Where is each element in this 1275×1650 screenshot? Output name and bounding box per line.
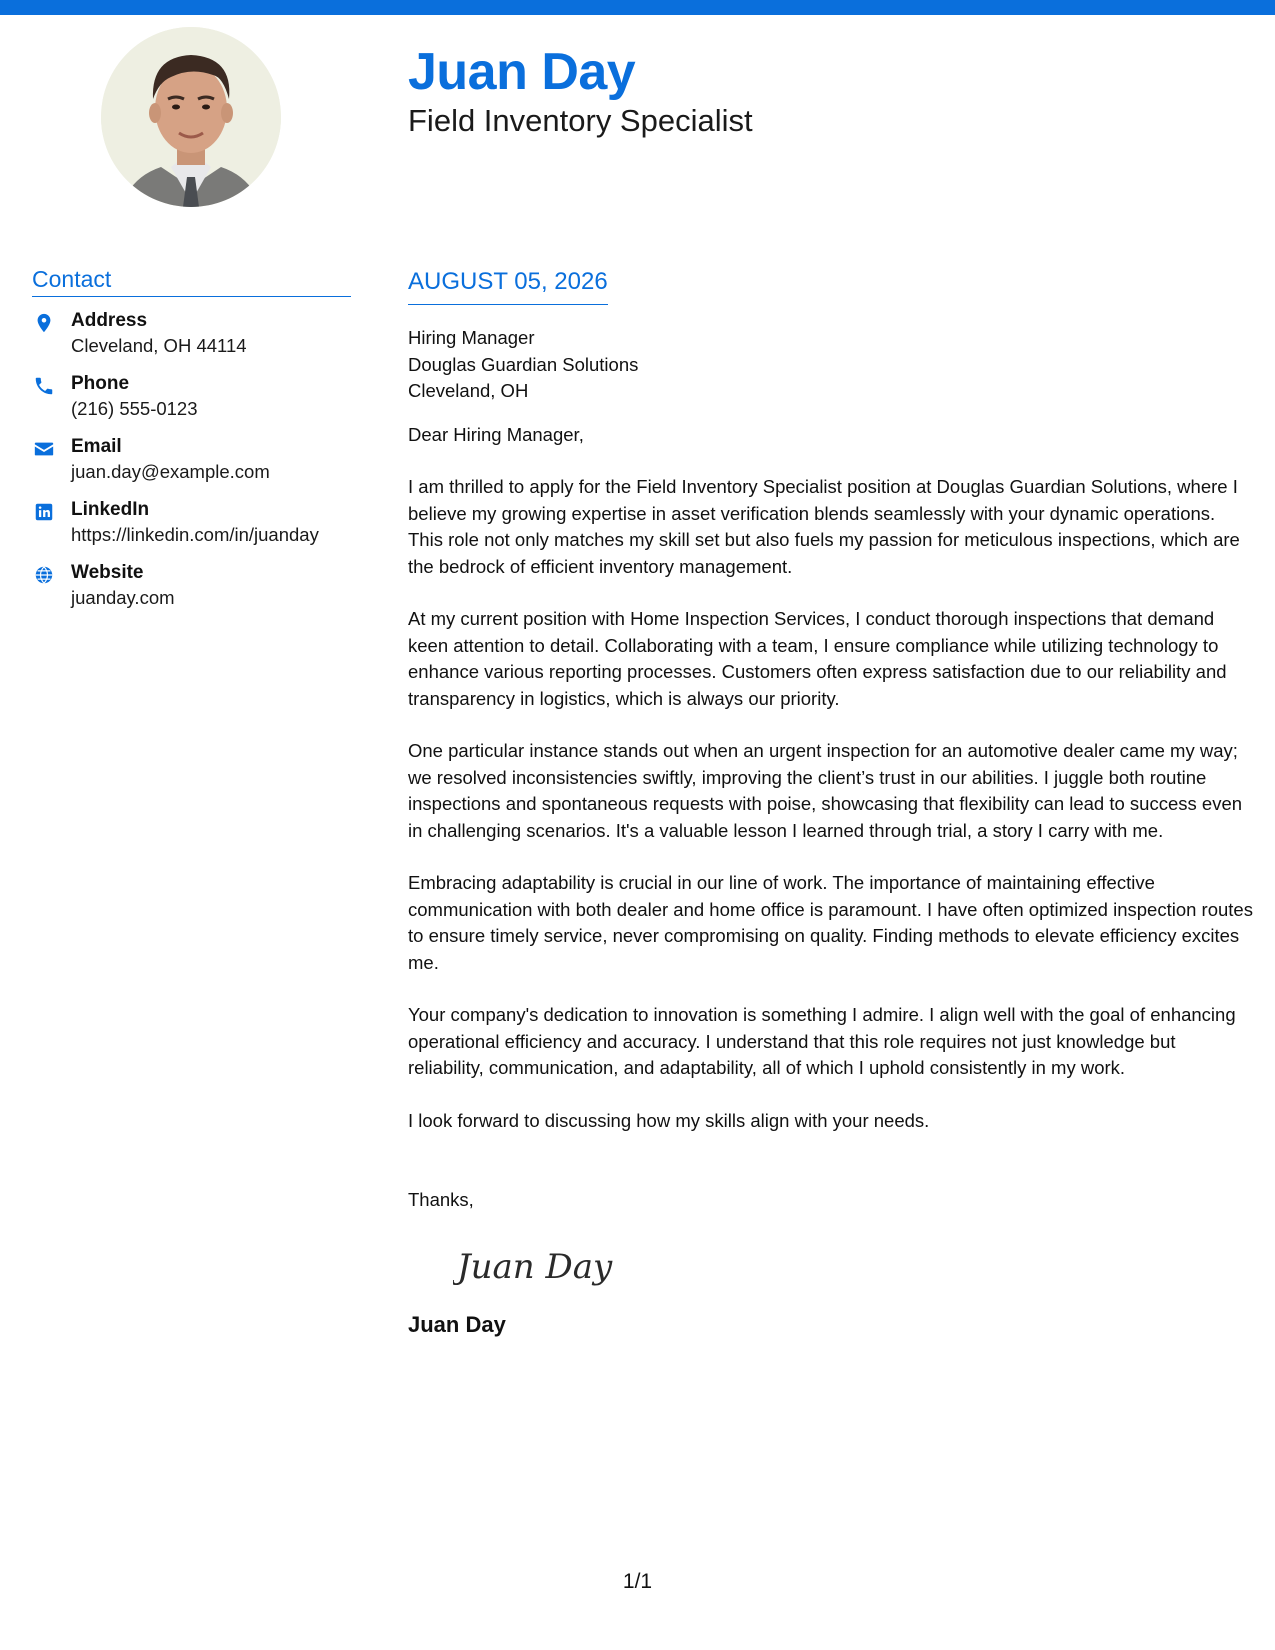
body-paragraph: I am thrilled to apply for the Field Inventory Specialist position at Douglas Guardian Solutions, where I believe my growing expertise in asset verification blends seamlessly with your dynamic operations. This role not only matches my skill set but also fuels my passion for meticulous inspections, which are the bedrock of efficient inventory management. — [408, 476, 1240, 577]
phone-icon — [33, 375, 55, 397]
body-paragraph: At my current position with Home Inspection Services, I conduct thorough inspections that demand keen attention to detail. Collaborating with a team, I ensure compliance while utilizing technology to enhance various reporting processes. Customers often express satisfaction due to our reliability and transparency in logistics, which is always our priority. — [408, 608, 1227, 709]
body-paragraph: Embracing adaptability is crucial in our line of work. The importance of maintaining effective communication with both dealer and home office is paramount. I have often optimized inspection routes to ensure timely service, never compromising on quality. Finding methods to elevate efficiency excites me. — [408, 872, 1253, 973]
contact-sidebar — [32, 266, 352, 624]
globe-icon — [33, 564, 55, 586]
page-number: 1/1 — [622, 1570, 653, 1593]
candidate-name: Juan Day — [408, 43, 636, 101]
avatar — [101, 27, 281, 207]
recipient-location: Cleveland, OH — [408, 380, 529, 401]
linkedin-icon — [33, 501, 55, 523]
contact-label: Phone — [71, 373, 130, 394]
body-paragraph: Your company's dedication to innovation is something I admire. I align well with the goal of enhancing operational efficiency and accuracy. I understand that this role requires not just knowledge but reliability, communication, and adaptability, all of which I uphold consistently in my work. — [408, 1004, 1236, 1078]
body-paragraph: One particular instance stands out when an urgent inspection for an automotive dealer came my way; we resolved inconsistencies swiftly, improving the client’s trust in our abilities. I juggle both routine inspections and spontaneous requests with poise, showcasing that flexibility can lead to success even in challenging scenarios. It's a valuable lesson I learned through trial, a story I carry with me. — [408, 740, 1243, 841]
letter-date: AUGUST 05, 2026 — [408, 268, 608, 305]
contact-phone — [32, 372, 352, 435]
signer-name: Juan Day — [408, 1311, 506, 1337]
profile-photo — [101, 27, 281, 207]
contact-value[interactable]: juan.day@example.com — [71, 461, 270, 482]
contact-website — [32, 561, 352, 624]
job-title: Field Inventory Specialist — [408, 103, 753, 138]
top-accent-bar — [0, 0, 1275, 15]
contact-label: Email — [71, 436, 122, 457]
contact-heading: Contact — [32, 266, 351, 297]
signature-text: Juan Day — [457, 1246, 613, 1287]
contact-address — [32, 309, 352, 372]
handwritten-signature — [453, 1234, 653, 1294]
contact-email — [32, 435, 352, 498]
location-pin-icon — [33, 312, 55, 334]
contact-value[interactable]: juanday.com — [71, 587, 175, 608]
recipient-title: Hiring Manager — [408, 327, 535, 348]
contact-label: LinkedIn — [71, 499, 150, 520]
contact-value[interactable]: https://linkedin.com/in/juanday — [71, 524, 319, 545]
contact-value: (216) 555-0123 — [71, 398, 198, 419]
closing: Thanks, — [408, 1189, 474, 1210]
recipient-block — [408, 325, 1253, 405]
contact-label: Website — [71, 562, 144, 583]
greeting: Dear Hiring Manager, — [408, 423, 584, 445]
contact-linkedin — [32, 498, 352, 561]
body-paragraph: I look forward to discussing how my skills align with your needs. — [408, 1109, 930, 1131]
email-icon — [33, 438, 55, 460]
contact-label: Address — [71, 310, 148, 331]
recipient-company: Douglas Guardian Solutions — [408, 353, 639, 375]
contact-value: Cleveland, OH 44114 — [71, 335, 247, 356]
letter-body — [408, 268, 1253, 1338]
contact-list — [32, 309, 352, 624]
